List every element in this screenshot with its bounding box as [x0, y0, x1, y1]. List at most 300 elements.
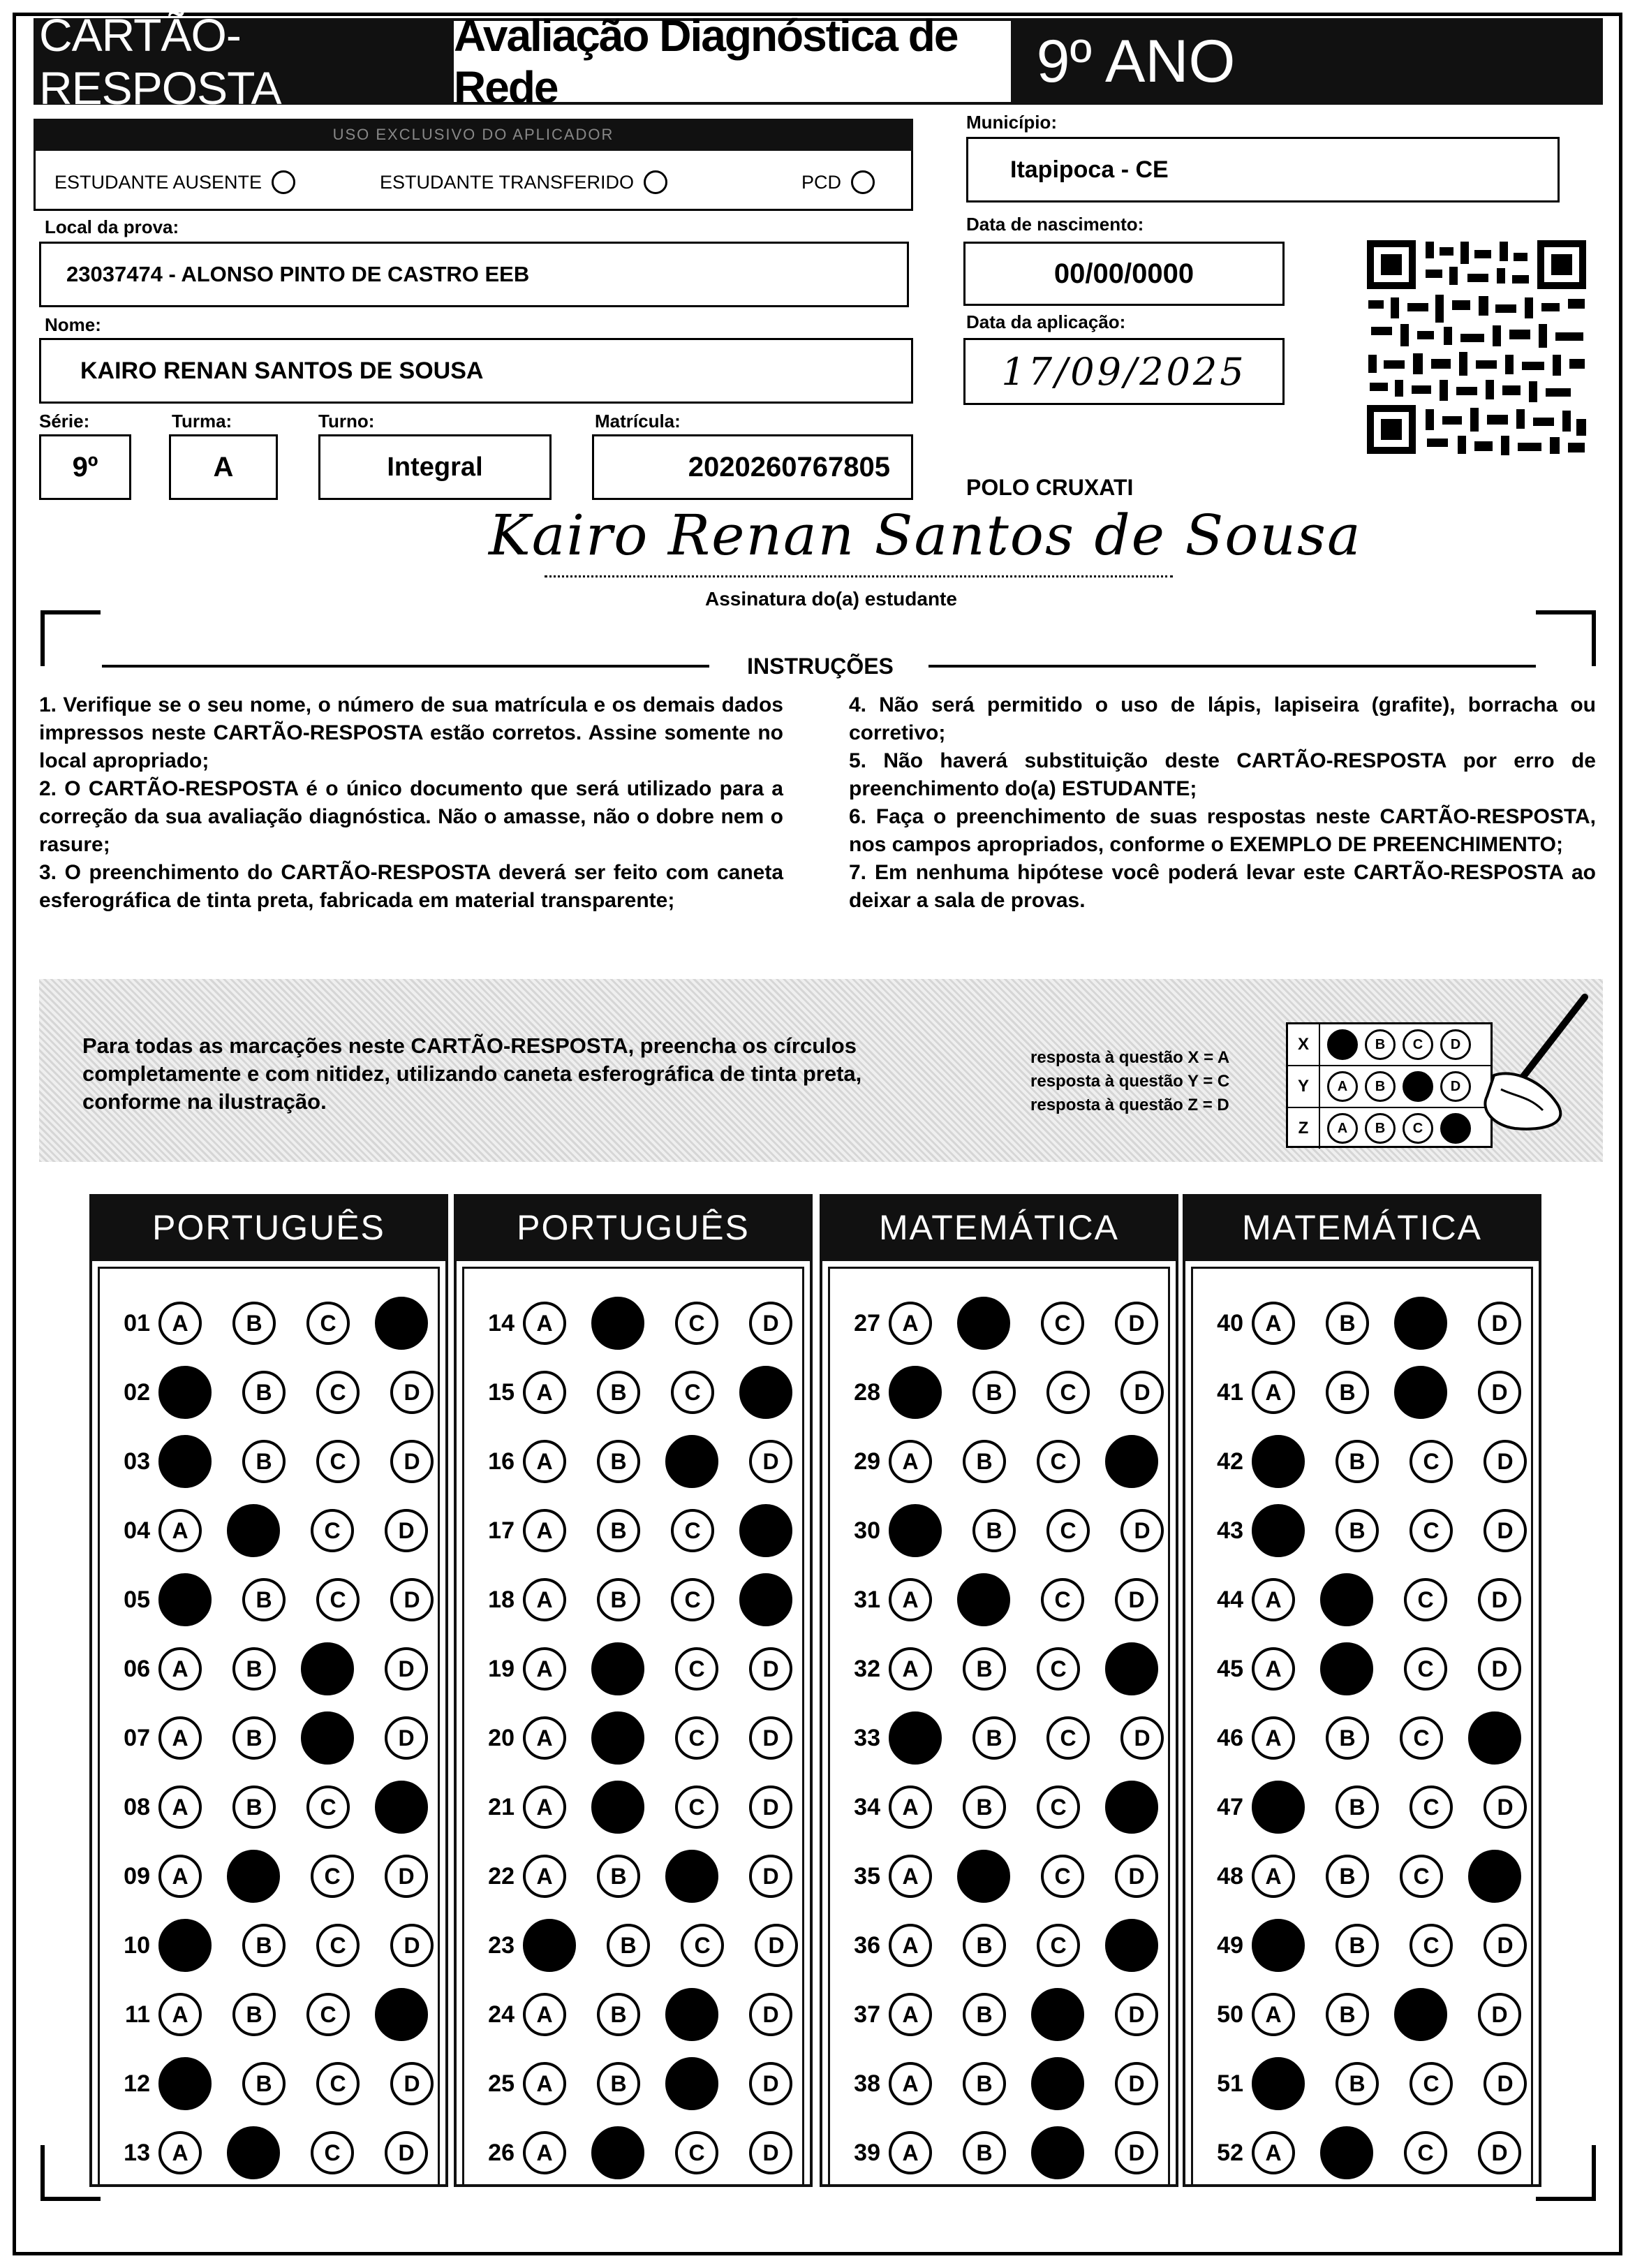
answer-bubble-filled[interactable] [1105, 1642, 1158, 1695]
answer-column [89, 1261, 448, 2187]
answer-bubble[interactable]: D [385, 1509, 428, 1552]
answer-bubble[interactable]: A [889, 1578, 932, 1621]
answer-bubble[interactable]: B [963, 1993, 1006, 2036]
absent-checkbox[interactable] [272, 170, 295, 194]
answer-bubble[interactable]: B [1326, 1993, 1369, 2036]
answer-bubble[interactable]: B [242, 1924, 286, 1967]
answer-bubble-filled[interactable] [227, 2126, 280, 2179]
answer-bubble[interactable]: D [1120, 1716, 1164, 1760]
answer-bubble[interactable]: C [1046, 1509, 1090, 1552]
answer-bubble[interactable]: C [1400, 1855, 1443, 1898]
question-number: 48 [1217, 1862, 1243, 1890]
answer-bubble[interactable]: B [972, 1716, 1016, 1760]
answer-bubble[interactable]: C [675, 1302, 718, 1345]
transferred-option[interactable] [380, 165, 667, 200]
answer-column [820, 1261, 1178, 2187]
question-number: 50 [1217, 2001, 1243, 2028]
answer-bubble-filled[interactable] [1468, 1711, 1521, 1765]
answer-bubble[interactable]: B [597, 1371, 640, 1414]
answer-bubble[interactable]: B [1336, 1785, 1379, 1829]
answer-bubble[interactable]: C [1404, 2131, 1447, 2174]
answer-bubble[interactable]: D [749, 1440, 792, 1483]
answer-bubble[interactable]: B [597, 1509, 640, 1552]
question-row [464, 1572, 792, 1628]
answer-bubble[interactable]: C [316, 1924, 360, 1967]
matricula-field: 2020260767805 [592, 434, 913, 500]
answer-bubble[interactable]: D [749, 2131, 792, 2174]
answer-bubble[interactable]: C [681, 1924, 724, 1967]
answer-bubble[interactable]: A [889, 2062, 932, 2105]
answer-bubble-filled[interactable] [739, 1504, 792, 1557]
answer-bubble[interactable]: C [316, 1440, 360, 1483]
answer-bubble[interactable]: C [1037, 1924, 1080, 1967]
answer-bubble[interactable]: A [1252, 1578, 1295, 1621]
answer-bubble[interactable]: A [158, 1855, 202, 1898]
question-row [464, 1434, 792, 1489]
banner-text: Para todas as marcações neste CARTÃO-RESPOSTA, preencha os círculos completamente e com nitidez, utilizando caneta esferográfica de tinta preta, conforme na ilustração. [82, 1033, 862, 1114]
answer-bubble-filled[interactable] [957, 1297, 1010, 1350]
answer-bubble[interactable]: A [523, 1440, 566, 1483]
answer-bubble-filled[interactable] [1252, 1919, 1305, 1972]
answer-bubble[interactable]: C [1041, 1578, 1084, 1621]
answer-bubble-filled[interactable] [301, 1711, 354, 1765]
serie-field: 9º [39, 434, 131, 500]
status-strip: USO EXCLUSIVO DO APLICADOR [34, 119, 913, 151]
answer-bubble[interactable]: B [597, 1440, 640, 1483]
serie-label: Série: [39, 411, 90, 432]
answer-bubble-filled[interactable] [957, 1850, 1010, 1903]
question-row [1193, 1503, 1527, 1559]
question-number: 39 [854, 2139, 880, 2166]
turno-label: Turno: [318, 411, 375, 432]
example-row-label: X [1288, 1024, 1320, 1065]
answer-bubble[interactable]: A [1252, 1371, 1295, 1414]
answer-bubble[interactable]: B [597, 1993, 640, 2036]
nascimento-field: 00/00/0000 [963, 242, 1285, 306]
answer-bubble[interactable]: C [671, 1509, 714, 1552]
answer-bubble[interactable]: D [749, 1785, 792, 1829]
question-row [830, 1848, 1158, 1904]
question-number: 08 [124, 1793, 150, 1820]
answer-bubble[interactable]: C [675, 2131, 718, 2174]
answer-bubble[interactable]: D [1484, 1924, 1527, 1967]
answer-bubble[interactable]: D [749, 1647, 792, 1691]
answer-bubble[interactable]: A [1252, 1993, 1295, 2036]
answer-bubble[interactable]: B [1336, 1440, 1379, 1483]
answer-bubble-filled[interactable] [1105, 1435, 1158, 1488]
question-number: 40 [1217, 1309, 1243, 1336]
answer-bubble[interactable]: C [675, 1647, 718, 1691]
question-number: 37 [854, 2001, 880, 2028]
answer-bubble-filled[interactable] [739, 1366, 792, 1419]
answer-bubble[interactable]: A [523, 1302, 566, 1345]
question-row [830, 1779, 1158, 1835]
answer-bubble[interactable]: D [1484, 1440, 1527, 1483]
absent-option[interactable] [54, 165, 295, 200]
question-row [464, 2125, 792, 2181]
answer-bubble[interactable]: D [755, 1924, 798, 1967]
answer-bubble[interactable]: A [523, 2062, 566, 2105]
question-row [464, 1295, 792, 1351]
answer-bubble[interactable]: D [1484, 1509, 1527, 1552]
answer-bubble[interactable]: D [749, 1993, 792, 2036]
answer-bubble[interactable]: A [523, 1855, 566, 1898]
answer-bubble[interactable]: B [1326, 1716, 1369, 1760]
answer-bubble-filled[interactable] [1252, 1781, 1305, 1834]
answer-bubble[interactable]: A [889, 1302, 932, 1345]
answer-bubble[interactable]: C [1410, 1785, 1453, 1829]
card-title: CARTÃO-RESPOSTA [39, 9, 281, 114]
question-row [100, 1364, 434, 1420]
answer-bubble[interactable]: D [1478, 1647, 1521, 1691]
question-number: 04 [124, 1517, 150, 1544]
answer-bubble-filled[interactable] [301, 1642, 354, 1695]
answer-bubble-filled[interactable] [158, 1919, 212, 1972]
answer-bubble-filled[interactable] [1320, 1573, 1373, 1626]
instr-rule-right [929, 665, 1536, 668]
answer-bubble-filled[interactable] [889, 1366, 942, 1419]
answer-bubble[interactable]: A [1252, 2131, 1295, 2174]
answer-bubble[interactable]: A [523, 1993, 566, 2036]
answer-bubble[interactable]: A [523, 2131, 566, 2174]
answer-bubble-filled[interactable] [739, 1573, 792, 1626]
answer-bubble[interactable]: C [1410, 2062, 1453, 2105]
answer-bubble-filled[interactable] [158, 2057, 212, 2110]
example-bubble: C [1403, 1029, 1433, 1060]
answer-bubble[interactable]: D [1478, 1578, 1521, 1621]
answer-bubble[interactable]: C [311, 1855, 354, 1898]
answer-bubble[interactable]: C [1410, 1440, 1453, 1483]
answer-bubble[interactable]: B [963, 2062, 1006, 2105]
question-row [464, 1848, 792, 1904]
pcd-option[interactable] [801, 165, 875, 200]
question-row [100, 2056, 434, 2112]
answer-bubble[interactable]: C [671, 1578, 714, 1621]
answer-bubble[interactable]: A [1252, 1855, 1295, 1898]
question-number: 38 [854, 2070, 880, 2097]
answer-bubble[interactable]: B [1336, 2062, 1379, 2105]
question-number: 28 [854, 1378, 880, 1406]
answer-bubble[interactable]: B [232, 1993, 276, 2036]
answer-bubble[interactable]: B [232, 1302, 276, 1345]
answer-bubble[interactable]: A [889, 1993, 932, 2036]
example-grid [1286, 1022, 1493, 1148]
answer-bubble[interactable]: D [385, 1647, 428, 1691]
answer-bubble-filled[interactable] [665, 1435, 718, 1488]
answer-bubble[interactable]: B [242, 1440, 286, 1483]
answer-bubble[interactable]: B [1326, 1855, 1369, 1898]
answer-bubble[interactable]: D [390, 1924, 434, 1967]
answer-bubble[interactable]: D [390, 1371, 434, 1414]
answer-bubble-filled[interactable] [1394, 1366, 1447, 1419]
answer-bubble[interactable]: B [232, 1785, 276, 1829]
answer-bubble[interactable]: D [1115, 1302, 1158, 1345]
question-row [464, 1364, 792, 1420]
question-number: 49 [1217, 1931, 1243, 1959]
answer-bubble-filled[interactable] [889, 1711, 942, 1765]
question-number: 33 [854, 1724, 880, 1751]
answer-bubble-filled[interactable] [889, 1504, 942, 1557]
instruction-7: 7. Em nenhuma hipótese você poderá levar este CARTÃO-RESPOSTA ao deixar a sala de provas. [849, 861, 1596, 912]
answer-bubble[interactable]: B [1326, 1302, 1369, 1345]
answer-bubble[interactable]: B [972, 1509, 1016, 1552]
answer-bubble[interactable]: D [749, 2062, 792, 2105]
answer-bubble[interactable]: A [523, 1785, 566, 1829]
answer-bubble[interactable]: C [1410, 1509, 1453, 1552]
answer-bubble[interactable]: D [1120, 1509, 1164, 1552]
answer-bubble[interactable]: D [385, 1855, 428, 1898]
answer-bubble-filled[interactable] [375, 1988, 428, 2041]
question-number: 29 [854, 1448, 880, 1475]
answer-bubble[interactable]: D [1484, 2062, 1527, 2105]
answer-bubble[interactable]: B [607, 1924, 650, 1967]
answer-bubble[interactable]: A [889, 1440, 932, 1483]
answer-bubble[interactable]: C [1400, 1716, 1443, 1760]
corner-top-right [1536, 610, 1596, 666]
answer-bubble[interactable]: D [1115, 1993, 1158, 2036]
instruction-1: 1. Verifique se o seu nome, o número de sua matrícula e os demais dados impressos neste CARTÃO-RESPOSTA estão corretos. Assine somente no local apropriado; [39, 693, 783, 772]
answer-bubble[interactable]: A [158, 1993, 202, 2036]
question-number: 36 [854, 1931, 880, 1959]
answer-bubble-filled[interactable] [1031, 2057, 1084, 2110]
answer-bubble-filled[interactable] [591, 2126, 644, 2179]
answer-bubble[interactable]: C [671, 1371, 714, 1414]
answer-bubble[interactable]: C [306, 1785, 350, 1829]
answer-bubble-filled[interactable] [1394, 1297, 1447, 1350]
answer-bubble[interactable]: C [1404, 1578, 1447, 1621]
answer-bubble[interactable]: B [1336, 1924, 1379, 1967]
answer-bubble[interactable]: B [597, 2062, 640, 2105]
answer-bubble[interactable]: D [385, 2131, 428, 2174]
answer-bubble[interactable]: D [1115, 2062, 1158, 2105]
answer-bubble[interactable]: A [158, 2131, 202, 2174]
answer-bubble-filled[interactable] [1105, 1919, 1158, 1972]
nome-field: KAIRO RENAN SANTOS DE SOUSA [39, 338, 913, 404]
answer-bubble[interactable]: A [158, 1716, 202, 1760]
question-number: 21 [488, 1793, 515, 1820]
answer-bubble-filled[interactable] [591, 1642, 644, 1695]
answer-bubble[interactable]: A [889, 1855, 932, 1898]
answer-bubble-filled[interactable] [1252, 1435, 1305, 1488]
answer-bubble[interactable]: B [242, 2062, 286, 2105]
answer-bubble[interactable]: C [1404, 1647, 1447, 1691]
answer-bubble-filled[interactable] [1394, 1988, 1447, 2041]
answer-bubble[interactable]: A [158, 1509, 202, 1552]
transferred-checkbox[interactable] [644, 170, 667, 194]
question-row [1193, 1779, 1527, 1835]
answer-bubble[interactable]: A [523, 1578, 566, 1621]
example-bubble: B [1365, 1071, 1396, 1102]
instructions-title: INSTRUÇÕES [747, 654, 894, 679]
question-number: 46 [1217, 1724, 1243, 1751]
answer-bubble[interactable]: C [316, 1371, 360, 1414]
answer-bubble[interactable]: A [889, 1924, 932, 1967]
question-row [1193, 1295, 1521, 1351]
question-number: 52 [1217, 2139, 1243, 2166]
answer-bubble-filled[interactable] [375, 1297, 428, 1350]
subject-header: MATEMÁTICA [820, 1194, 1178, 1261]
answer-bubble[interactable]: A [158, 1785, 202, 1829]
answer-bubble-filled[interactable] [375, 1781, 428, 1834]
answer-bubble[interactable]: D [1478, 2131, 1521, 2174]
answer-bubble[interactable]: B [963, 1785, 1006, 1829]
question-row [1193, 1710, 1521, 1766]
question-number: 07 [124, 1724, 150, 1751]
answer-bubble-filled[interactable] [1105, 1781, 1158, 1834]
answer-bubble[interactable]: A [889, 1647, 932, 1691]
answer-bubble[interactable]: A [158, 1647, 202, 1691]
answer-bubble[interactable]: B [242, 1578, 286, 1621]
answer-bubble[interactable]: C [1046, 1716, 1090, 1760]
answer-bubble[interactable]: D [1478, 1302, 1521, 1345]
answer-bubble-filled[interactable] [1320, 1642, 1373, 1695]
answer-bubble[interactable]: B [242, 1371, 286, 1414]
answer-bubble-filled[interactable] [591, 1781, 644, 1834]
answer-bubble[interactable]: D [390, 2062, 434, 2105]
example-bubble: B [1365, 1029, 1396, 1060]
answer-bubble[interactable]: B [1326, 1371, 1369, 1414]
answer-column [1183, 1261, 1541, 2187]
answer-bubble[interactable]: A [1252, 1647, 1295, 1691]
answer-bubble[interactable]: D [1478, 1371, 1521, 1414]
answer-bubble[interactable]: D [1484, 1785, 1527, 1829]
answer-bubble[interactable]: C [316, 1578, 360, 1621]
instruction-4: 4. Não será permitido o uso de lápis, lapiseira (grafite), borracha ou corretivo; [849, 693, 1596, 744]
answer-bubble[interactable]: D [1120, 1371, 1164, 1414]
pcd-checkbox[interactable] [851, 170, 875, 194]
answer-bubble[interactable]: A [1252, 1716, 1295, 1760]
question-row [830, 1710, 1164, 1766]
answer-bubble-filled[interactable] [665, 2057, 718, 2110]
answer-bubble[interactable]: A [523, 1371, 566, 1414]
example-bubble: C [1403, 1113, 1433, 1144]
answer-bubble[interactable]: A [158, 1302, 202, 1345]
subject-header: MATEMÁTICA [1183, 1194, 1541, 1261]
answer-bubble[interactable]: C [311, 1509, 354, 1552]
answer-bubble-filled[interactable] [1252, 1504, 1305, 1557]
question-row [1193, 1987, 1521, 2042]
answer-bubble[interactable]: A [523, 1647, 566, 1691]
answer-bubble-filled[interactable] [158, 1366, 212, 1419]
grade-title: 9º ANO [1036, 27, 1236, 95]
example-row [1288, 1108, 1490, 1149]
answer-bubble[interactable]: D [749, 1302, 792, 1345]
question-number: 30 [854, 1517, 880, 1544]
answer-bubble[interactable]: D [390, 1578, 434, 1621]
answer-bubble[interactable]: C [1410, 1924, 1453, 1967]
instructions-right [849, 691, 1596, 915]
answer-bubble[interactable]: D [385, 1716, 428, 1760]
answer-bubble-filled[interactable] [1320, 2126, 1373, 2179]
answer-bubble[interactable]: C [675, 1716, 718, 1760]
question-row [464, 1641, 792, 1697]
answer-bubble-filled[interactable] [665, 1850, 718, 1903]
question-row [100, 1779, 428, 1835]
answer-bubble[interactable]: C [306, 1993, 350, 2036]
answer-bubble[interactable]: D [1115, 1578, 1158, 1621]
answer-bubble[interactable]: A [523, 1716, 566, 1760]
answer-bubble-filled[interactable] [1252, 2057, 1305, 2110]
answer-bubble[interactable]: A [1252, 1302, 1295, 1345]
question-number: 23 [488, 1931, 515, 1959]
answer-bubble[interactable]: B [963, 1924, 1006, 1967]
aplicacao-field: 17/09/2025 [963, 338, 1285, 405]
answer-bubble[interactable]: D [1478, 1993, 1521, 2036]
question-number: 17 [488, 1517, 515, 1544]
subject-header: PORTUGUÊS [89, 1194, 448, 1261]
absent-label: ESTUDANTE AUSENTE [54, 171, 262, 193]
municipio-label: Município: [966, 112, 1057, 133]
answer-bubble-filled[interactable] [1031, 2126, 1084, 2179]
answer-column-inner [98, 1267, 440, 2184]
answer-bubble-filled[interactable] [957, 1573, 1010, 1626]
question-number: 25 [488, 2070, 515, 2097]
answer-bubble-filled[interactable] [227, 1850, 280, 1903]
answer-bubble-filled[interactable] [591, 1297, 644, 1350]
answer-bubble-filled[interactable] [158, 1573, 212, 1626]
answer-bubble[interactable]: B [232, 1716, 276, 1760]
answer-bubble[interactable]: C [1041, 1302, 1084, 1345]
answer-bubble[interactable]: B [232, 1647, 276, 1691]
answer-bubble-filled[interactable] [158, 1435, 212, 1488]
answer-bubble[interactable]: A [889, 2131, 932, 2174]
answer-bubble[interactable]: D [749, 1716, 792, 1760]
answer-bubble-filled[interactable] [227, 1504, 280, 1557]
question-row [100, 1434, 434, 1489]
municipio-field: Itapipoca - CE [966, 137, 1560, 202]
answer-bubble[interactable]: A [523, 1509, 566, 1552]
question-row [1193, 1641, 1521, 1697]
answer-bubble[interactable]: D [1115, 2131, 1158, 2174]
question-row [464, 1779, 792, 1835]
question-number: 47 [1217, 1793, 1243, 1820]
answer-bubble[interactable]: C [1041, 1855, 1084, 1898]
answer-bubble[interactable]: C [675, 1785, 718, 1829]
answer-bubble-filled[interactable] [1031, 1988, 1084, 2041]
instructions-left [39, 691, 783, 915]
answer-bubble-filled[interactable] [665, 1988, 718, 2041]
answer-bubble[interactable]: B [963, 1440, 1006, 1483]
question-row [100, 1987, 428, 2042]
question-number: 10 [124, 1931, 150, 1959]
answer-bubble[interactable]: B [597, 1855, 640, 1898]
answer-bubble[interactable]: C [311, 2131, 354, 2174]
answer-bubble[interactable]: C [1037, 1440, 1080, 1483]
answer-bubble[interactable]: B [963, 1647, 1006, 1691]
answer-bubble-filled[interactable] [523, 1919, 576, 1972]
answer-bubble[interactable]: C [306, 1302, 350, 1345]
answer-bubble[interactable]: B [1336, 1509, 1379, 1552]
pcd-label: PCD [801, 171, 842, 193]
answer-bubble[interactable]: C [1046, 1371, 1090, 1414]
answer-column-inner [828, 1267, 1170, 2184]
question-number: 43 [1217, 1517, 1243, 1544]
answer-bubble[interactable]: C [316, 2062, 360, 2105]
answer-bubble-filled[interactable] [591, 1711, 644, 1765]
answer-bubble[interactable]: B [972, 1371, 1016, 1414]
answer-bubble[interactable]: D [1115, 1855, 1158, 1898]
answer-bubble[interactable]: A [889, 1785, 932, 1829]
answer-bubble-filled[interactable] [1468, 1850, 1521, 1903]
answer-bubble[interactable]: C [1037, 1647, 1080, 1691]
answer-bubble[interactable]: B [597, 1578, 640, 1621]
nome-label: Nome: [45, 314, 101, 335]
answer-bubble[interactable]: D [749, 1855, 792, 1898]
answer-bubble[interactable]: C [1037, 1785, 1080, 1829]
answer-bubble[interactable]: D [390, 1440, 434, 1483]
answer-bubble[interactable]: B [963, 2131, 1006, 2174]
example-bubble: D [1440, 1029, 1471, 1060]
